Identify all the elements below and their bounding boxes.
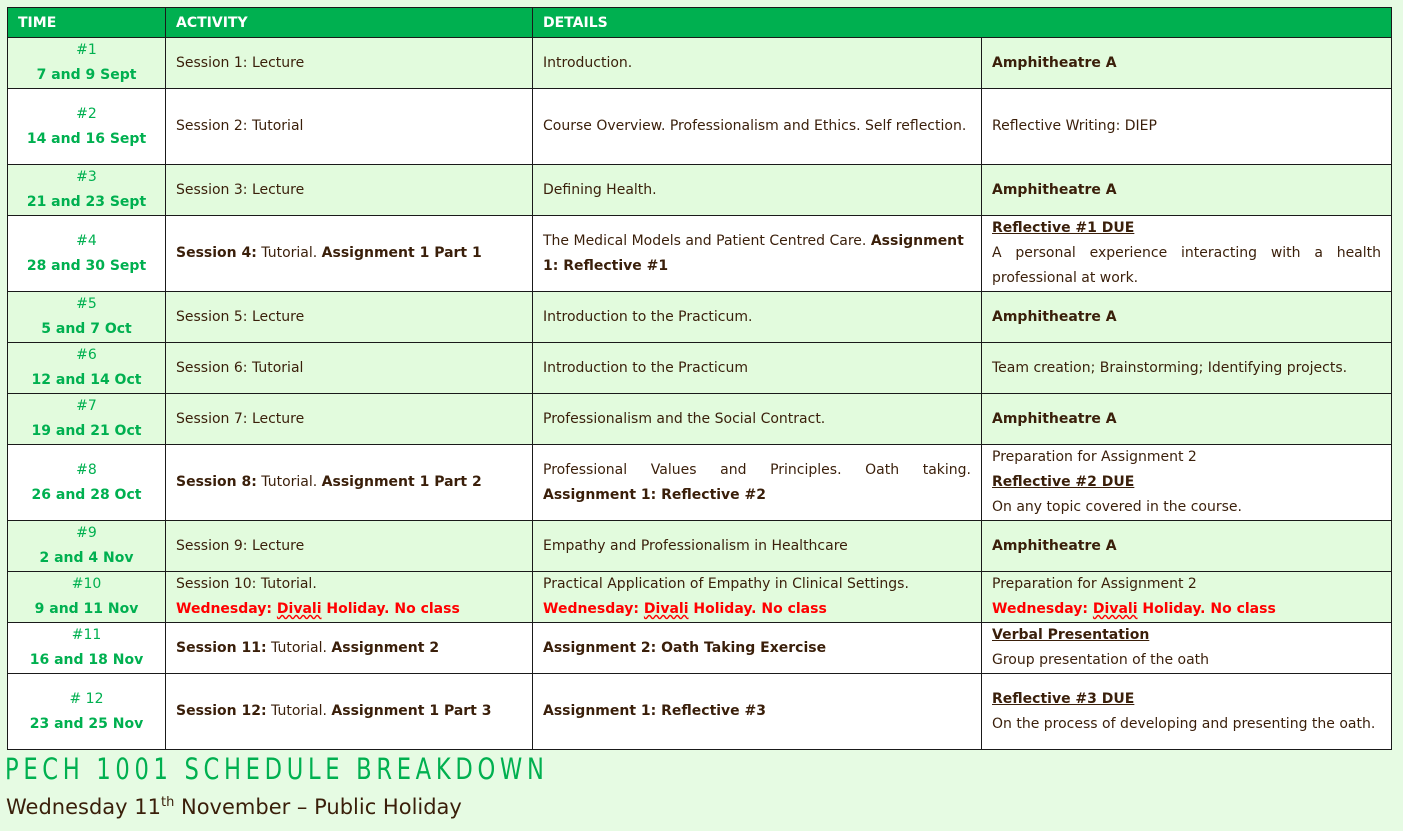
session-number: #7: [76, 398, 97, 414]
table-row: [8, 292, 1392, 343]
session-dates: 14 and 16 Sept: [26, 130, 147, 147]
extra-cell: Reflective #1 DUE A personal experience interacting with a health professional at work.: [982, 216, 1392, 292]
time-cell: [8, 572, 166, 623]
activity-cell: Session 1: Lecture: [166, 38, 533, 89]
extra-cell: Team creation; Brainstorming; Identifying projects.: [982, 343, 1392, 394]
table-row: [8, 445, 1392, 521]
session-number: # 12: [69, 690, 104, 707]
details-cell: Practical Application of Empathy in Clinical Settings. Wednesday: Divali Holiday. No class: [533, 572, 982, 623]
holiday-subtitle: Wednesday 11th November – Public Holiday: [6, 795, 462, 819]
session-number: #10: [71, 576, 102, 592]
table-row: [8, 394, 1392, 445]
session-number: #8: [76, 461, 97, 478]
activity-cell: Session 11: Tutorial. Assignment 2: [166, 623, 533, 674]
details-cell: Course Overview. Professionalism and Ethics. Self reflection.: [533, 89, 982, 165]
table-row: [8, 343, 1392, 394]
activity-cell: Session 4: Tutorial. Assignment 1 Part 1: [166, 216, 533, 292]
details-cell: Defining Health.: [533, 165, 982, 216]
activity-cell: Session 10: Tutorial. Wednesday: Divali Holiday. No class: [166, 572, 533, 623]
table-row: [8, 165, 1392, 216]
time-cell: [8, 623, 166, 674]
time-cell: [8, 165, 166, 216]
session-number: #5: [76, 296, 97, 312]
extra-cell: Reflective #3 DUE On the process of developing and presenting the oath.: [982, 674, 1392, 750]
session-number: #6: [76, 347, 97, 363]
extra-cell: Amphitheatre A: [982, 165, 1392, 216]
extra-cell: Preparation for Assignment 2 Reflective #2 DUE On any topic covered in the course.: [982, 445, 1392, 521]
session-dates: 7 and 9 Sept: [36, 67, 137, 83]
extra-cell: Amphitheatre A: [982, 38, 1392, 89]
details-cell: Empathy and Professionalism in Healthcare: [533, 521, 982, 572]
time-cell: [8, 521, 166, 572]
activity-cell: Session 6: Tutorial: [166, 343, 533, 394]
session-dates: 2 and 4 Nov: [39, 550, 134, 566]
extra-cell: Preparation for Assignment 2 Wednesday: Divali Holiday. No class: [982, 572, 1392, 623]
header-row: [8, 8, 1392, 38]
details-cell: Introduction to the Practicum: [533, 343, 982, 394]
details-cell: Assignment 2: Oath Taking Exercise: [533, 623, 982, 674]
time-cell: [8, 38, 166, 89]
activity-cell: Session 2: Tutorial: [166, 89, 533, 165]
details-cell: Introduction.: [533, 38, 982, 89]
table-row: [8, 521, 1392, 572]
details-cell: The Medical Models and Patient Centred Care. Assignment 1: Reflective #1: [533, 216, 982, 292]
session-number: #11: [71, 627, 102, 643]
session-dates: 5 and 7 Oct: [41, 321, 132, 337]
activity-cell: Session 7: Lecture: [166, 394, 533, 445]
session-number: #9: [76, 525, 97, 541]
extra-cell: Amphitheatre A: [982, 394, 1392, 445]
time-cell: [8, 394, 166, 445]
time-cell: [8, 674, 166, 750]
session-number: #4: [76, 232, 97, 249]
schedule-table: [7, 7, 1392, 750]
session-dates: 12 and 14 Oct: [31, 372, 142, 388]
activity-cell: Session 9: Lecture: [166, 521, 533, 572]
session-number: #2: [76, 105, 97, 122]
holiday-note: Wednesday: Divali Holiday. No class: [176, 601, 460, 617]
details-cell: Introduction to the Practicum.: [533, 292, 982, 343]
table-row: [8, 623, 1392, 674]
session-dates: 16 and 18 Nov: [29, 652, 144, 668]
holiday-note: Wednesday: Divali Holiday. No class: [992, 601, 1276, 617]
table-row: [8, 674, 1392, 750]
header-time: TIME: [8, 8, 166, 38]
table-row: [8, 38, 1392, 89]
activity-cell: Session 12: Tutorial. Assignment 1 Part 3: [166, 674, 533, 750]
session-dates: 21 and 23 Sept: [26, 194, 147, 210]
session-dates: 28 and 30 Sept: [26, 257, 147, 274]
session-dates: 19 and 21 Oct: [31, 423, 142, 439]
time-cell: [8, 445, 166, 521]
time-cell: [8, 343, 166, 394]
holiday-note: Wednesday: Divali Holiday. No class: [543, 601, 827, 617]
session-dates: 26 and 28 Oct: [31, 486, 142, 503]
activity-cell: Session 5: Lecture: [166, 292, 533, 343]
table-row: [8, 572, 1392, 623]
details-cell: Professional Values and Principles. Oath taking. Assignment 1: Reflective #2: [533, 445, 982, 521]
details-cell: Professionalism and the Social Contract.: [533, 394, 982, 445]
details-cell: Assignment 1: Reflective #3: [533, 674, 982, 750]
header-activity: ACTIVITY: [166, 8, 533, 38]
extra-cell: Reflective Writing: DIEP: [982, 89, 1392, 165]
session-dates: 23 and 25 Nov: [29, 715, 144, 732]
table-row: [8, 89, 1392, 165]
extra-cell: Amphitheatre A: [982, 521, 1392, 572]
time-cell: [8, 216, 166, 292]
activity-cell: Session 8: Tutorial. Assignment 1 Part 2: [166, 445, 533, 521]
page-title: PECH 1001 SCHEDULE BREAKDOWN: [5, 752, 549, 786]
session-number: #1: [76, 42, 97, 58]
extra-cell: Amphitheatre A: [982, 292, 1392, 343]
header-details: DETAILS: [533, 8, 1392, 38]
activity-cell: Session 3: Lecture: [166, 165, 533, 216]
time-cell: [8, 292, 166, 343]
extra-cell: Verbal Presentation Group presentation of the oath: [982, 623, 1392, 674]
session-dates: 9 and 11 Nov: [34, 601, 139, 617]
table-row: [8, 216, 1392, 292]
time-cell: [8, 89, 166, 165]
session-number: #3: [76, 169, 97, 185]
